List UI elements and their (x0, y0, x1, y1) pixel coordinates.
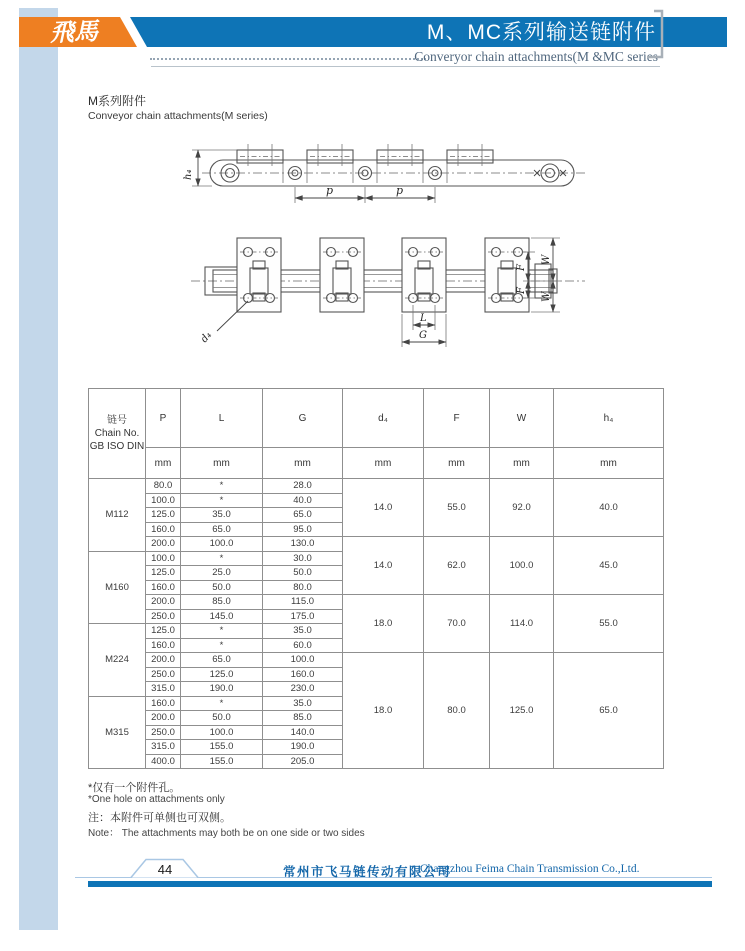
f-cell: 70.0 (424, 595, 490, 653)
p-cell: 250.0 (146, 725, 181, 740)
p-cell: 200.0 (146, 537, 181, 552)
g-cell: 30.0 (263, 551, 343, 566)
p-cell: 125.0 (146, 624, 181, 639)
p-cell: 315.0 (146, 740, 181, 755)
col-header-f: F (424, 389, 490, 448)
col-header-p: P (146, 389, 181, 448)
g-cell: 160.0 (263, 667, 343, 682)
chain-header-std: GB ISO DIN (89, 441, 145, 452)
logo-text: 飛馬 (49, 16, 99, 47)
dim-label-d4: d₄ (198, 329, 214, 345)
p-cell: 125.0 (146, 508, 181, 523)
g-cell: 175.0 (263, 609, 343, 624)
l-cell: 100.0 (181, 725, 263, 740)
h4-cell: 55.0 (554, 595, 664, 653)
dim-label-p2: p (396, 184, 404, 197)
g-cell: 35.0 (263, 696, 343, 711)
note-asterisk-en: *One hole on attachments only (88, 794, 225, 805)
g-cell: 230.0 (263, 682, 343, 697)
l-cell: 155.0 (181, 754, 263, 769)
dim-label-f-upper: F (516, 264, 527, 271)
chain-no-cell: M112 (89, 479, 146, 552)
chain-no-cell: M160 (89, 551, 146, 624)
table-row (89, 653, 664, 668)
unit-cell: mm (490, 448, 554, 479)
col-header-d4: d₄ (343, 389, 424, 448)
chain-header-zh: 链号 (107, 415, 127, 426)
attachment-plates-top (237, 238, 529, 312)
dim-label-w-lower: W (541, 291, 552, 302)
p-cell: 400.0 (146, 754, 181, 769)
l-cell: * (181, 638, 263, 653)
unit-row (89, 448, 664, 479)
g-cell: 65.0 (263, 508, 343, 523)
company-name-en: Changzhou Feima Chain Transmission Co.,Ltd. (420, 863, 640, 875)
p-cell: 160.0 (146, 696, 181, 711)
f-cell: 62.0 (424, 537, 490, 595)
g-cell: 50.0 (263, 566, 343, 581)
unit-cell: mm (263, 448, 343, 479)
g-cell: 80.0 (263, 580, 343, 595)
chain-no-cell: M224 (89, 624, 146, 697)
p-cell: 125.0 (146, 566, 181, 581)
col-header-h4: h₄ (554, 389, 664, 448)
l-cell: 125.0 (181, 667, 263, 682)
p-cell: 200.0 (146, 653, 181, 668)
page-title: M、MC系列输送链附件 (426, 21, 656, 44)
g-cell: 60.0 (263, 638, 343, 653)
section-title-zh: M系列附件 (88, 94, 146, 108)
l-cell: 100.0 (181, 537, 263, 552)
p-cell: 80.0 (146, 479, 181, 494)
l-cell: 145.0 (181, 609, 263, 624)
chain-no-header (89, 389, 146, 479)
w-cell: 125.0 (490, 653, 554, 769)
p-cell: 250.0 (146, 667, 181, 682)
h4-cell: 45.0 (554, 537, 664, 595)
l-cell: * (181, 551, 263, 566)
subtitle-underline (151, 66, 660, 67)
p-cell: 160.0 (146, 522, 181, 537)
g-cell: 190.0 (263, 740, 343, 755)
l-cell: 50.0 (181, 711, 263, 726)
p-cell: 160.0 (146, 580, 181, 595)
note-sides-en: Note： The attachments may both be on one side or two sides (88, 828, 365, 839)
unit-cell: mm (554, 448, 664, 479)
chain-header-en: Chain No. (94, 428, 140, 439)
l-cell: * (181, 696, 263, 711)
p-cell: 160.0 (146, 638, 181, 653)
page-subtitle: Converyor chain attachments(M &MC series (414, 49, 658, 64)
top-view-drawing (183, 217, 603, 357)
d4-cell: 18.0 (343, 653, 424, 769)
f-cell: 55.0 (424, 479, 490, 537)
l-cell: 155.0 (181, 740, 263, 755)
section-title-en: Conveyor chain attachments(M series) (88, 110, 268, 122)
dim-label-g: G (419, 330, 427, 341)
footer-bar (88, 881, 712, 887)
corner-bracket (645, 9, 671, 61)
dim-label-l: L (420, 313, 427, 324)
g-cell: 140.0 (263, 725, 343, 740)
d4-cell: 14.0 (343, 537, 424, 595)
g-cell: 205.0 (263, 754, 343, 769)
h4-cell: 40.0 (554, 479, 664, 537)
l-cell: * (181, 479, 263, 494)
g-cell: 115.0 (263, 595, 343, 610)
spec-table (88, 388, 664, 769)
w-cell: 100.0 (490, 537, 554, 595)
table-row (89, 479, 664, 494)
f-cell: 80.0 (424, 653, 490, 769)
l-cell: 50.0 (181, 580, 263, 595)
g-cell: 35.0 (263, 624, 343, 639)
l-cell: 25.0 (181, 566, 263, 581)
l-cell: 65.0 (181, 653, 263, 668)
unit-cell: mm (181, 448, 263, 479)
dim-label-f-lower: F (516, 287, 527, 294)
col-header-g: G (263, 389, 343, 448)
chain-no-cell: M315 (89, 696, 146, 769)
p-cell: 315.0 (146, 682, 181, 697)
table-row (89, 595, 664, 610)
note-asterisk-zh: *仅有一个附件孔。 (88, 782, 181, 794)
unit-cell: mm (343, 448, 424, 479)
dim-label-w-upper: W (541, 254, 552, 265)
l-cell: 85.0 (181, 595, 263, 610)
unit-cell: mm (424, 448, 490, 479)
g-cell: 95.0 (263, 522, 343, 537)
l-cell: 65.0 (181, 522, 263, 537)
bolt-holes (244, 248, 523, 303)
g-cell: 28.0 (263, 479, 343, 494)
p-cell: 200.0 (146, 595, 181, 610)
g-cell: 40.0 (263, 493, 343, 508)
p-cell: 250.0 (146, 609, 181, 624)
w-cell: 92.0 (490, 479, 554, 537)
pitch-dimensions (295, 187, 435, 203)
d4-cell: 14.0 (343, 479, 424, 537)
page-number: 44 (157, 862, 173, 877)
dim-label-p1: p (326, 184, 334, 197)
l-cell: * (181, 493, 263, 508)
col-header-w: W (490, 389, 554, 448)
g-cell: 130.0 (263, 537, 343, 552)
h4-cell: 65.0 (554, 653, 664, 769)
side-view-drawing (90, 133, 590, 218)
l-cell: 35.0 (181, 508, 263, 523)
table-row (89, 537, 664, 552)
dim-label-h4: h₄ (183, 169, 194, 180)
note-sides-zh: 注：本附件可单侧也可双侧。 (88, 812, 231, 824)
d4-cell: 18.0 (343, 595, 424, 653)
g-cell: 85.0 (263, 711, 343, 726)
company-name-zh: 常州市飞马链传动有限公司 (283, 865, 452, 879)
g-cell: 100.0 (263, 653, 343, 668)
unit-cell: mm (146, 448, 181, 479)
p-cell: 100.0 (146, 493, 181, 508)
l-cell: * (181, 624, 263, 639)
spec-table-body (89, 479, 664, 769)
w-cell: 114.0 (490, 595, 554, 653)
l-cell: 190.0 (181, 682, 263, 697)
p-cell: 100.0 (146, 551, 181, 566)
p-cell: 200.0 (146, 711, 181, 726)
left-accent-stripe (19, 8, 58, 930)
col-header-l: L (181, 389, 263, 448)
